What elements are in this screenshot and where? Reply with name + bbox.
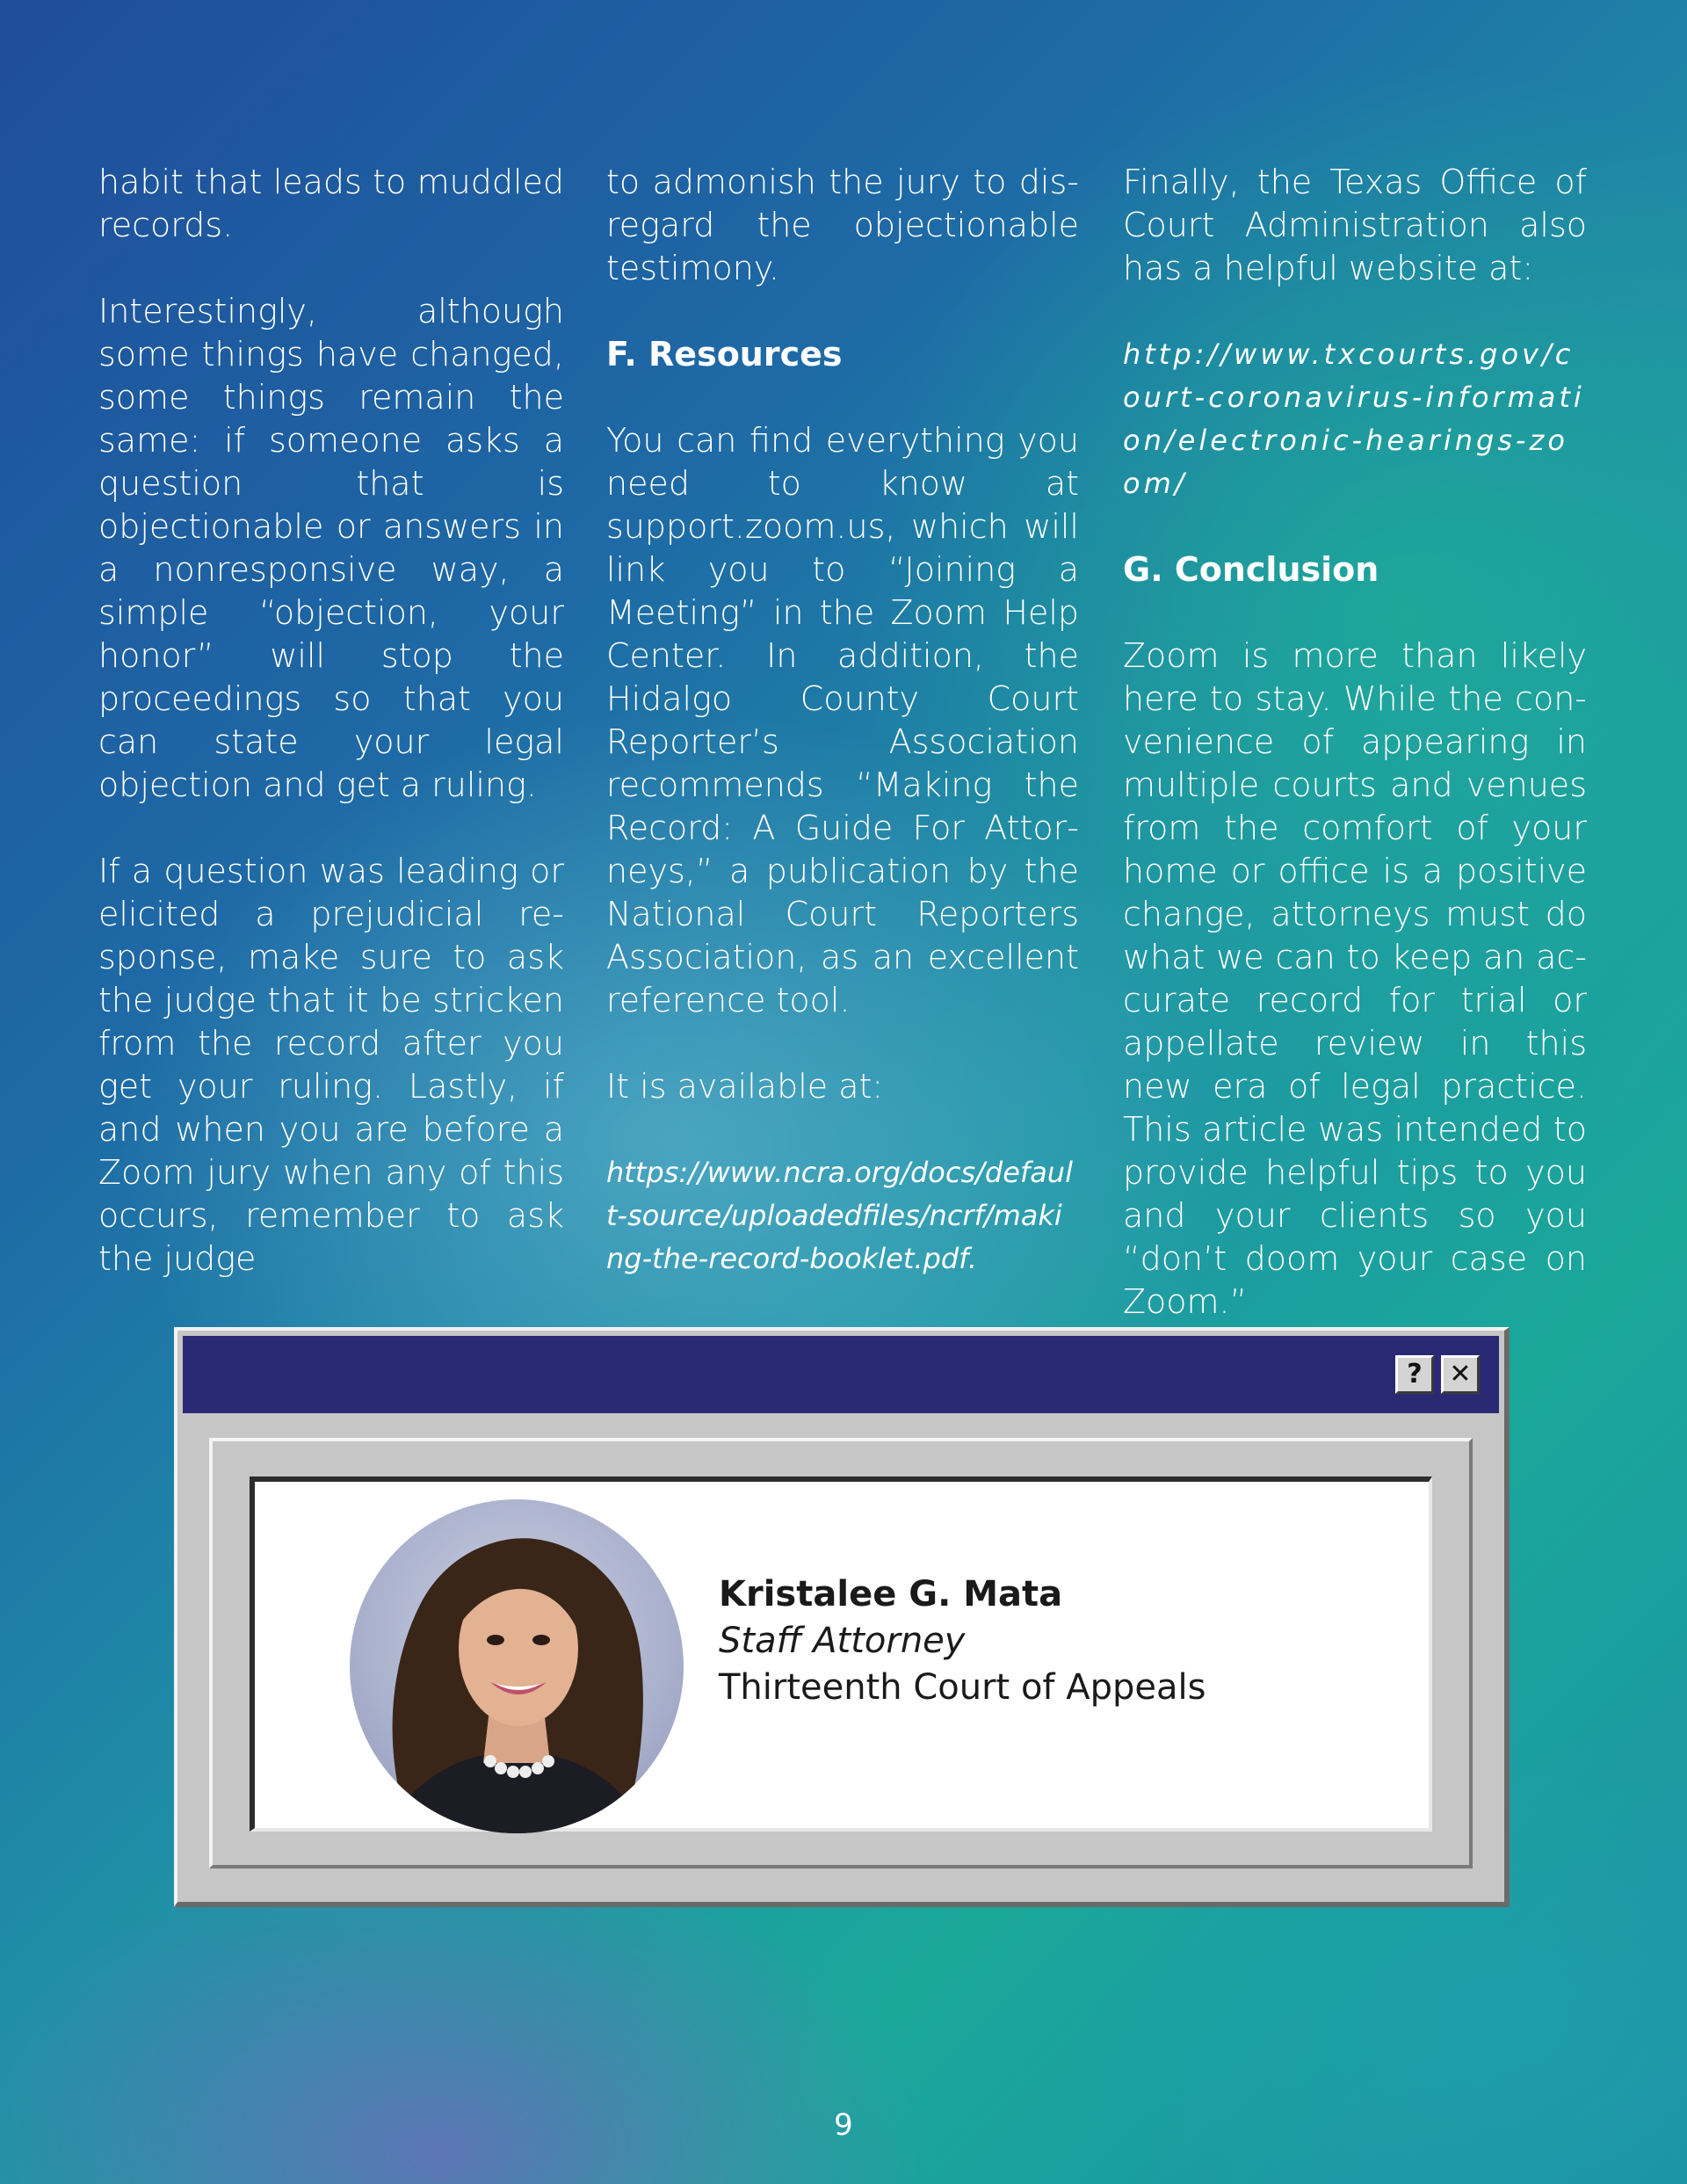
close-button[interactable]: ✕ — [1441, 1355, 1480, 1394]
paragraph: It is available at: — [606, 1067, 884, 1106]
paragraph: habit that leads to muddled records. — [98, 163, 564, 244]
author-title: Staff Attorney — [719, 1621, 966, 1661]
page-number: 9 — [834, 2108, 853, 2143]
paragraph: You can find everything you need to know at support.zoom.us, which will link you to “Joining a Meeting” in the Zoom Help Center. In addition, the Hidalgo County Court Reporter’s Association recommends “Making the Record: A Guide For Attorneys,” a publication by the National Court Reporters Association, as an excellent reference tool. — [606, 421, 1079, 1019]
paragraph: to admonish the jury to disregard the objectionable testimony. — [606, 163, 1079, 287]
help-button[interactable]: ? — [1395, 1355, 1434, 1394]
paragraph: Finally, the Texas Office of Court Administration also has a helpful website at: — [1123, 163, 1587, 287]
paragraph: If a question was leading or elicited a prejudicial response, make sure to ask the judge that it be stricken from the record after you get your ruling. Lastly, if and when you are before a Zoom jury when any of this occurs, remember to ask the judge — [98, 852, 564, 1278]
author-bio-window — [174, 1327, 1510, 1907]
window-frame — [209, 1438, 1473, 1868]
ncra-link[interactable]: https://www.ncra.org/docs/default-source/uploadedfiles/ncrf/making-the-record-booklet.pdf. — [606, 1156, 1073, 1275]
window-content — [250, 1477, 1432, 1832]
section-heading-resources: F. Resources — [606, 335, 843, 374]
section-heading-conclusion: G. Conclusion — [1123, 550, 1379, 589]
article-column-3 — [1123, 161, 1587, 1367]
author-portrait — [350, 1499, 684, 1833]
avatar — [350, 1499, 684, 1833]
paragraph: Interestingly, although some things have changed, some things remain the same: if someone asks a question that is objectionable or answers in a nonresponsive way, a simple “objection, your honor” will stop the proceedings so that you can state your legal objection and get a ruling. — [98, 292, 564, 804]
paragraph: Zoom is more than likely here to stay. While the convenience of appearing in multiple courts and venues from the comfort of your home or office is a positive change, attorneys must do what we can to keep an accurate record for trial or appellate review in this new era of legal practice. This article was intended to provide helpful tips to you and your clients so you “don’t doom your case on Zoom.” — [1123, 636, 1587, 1321]
author-name: Kristalee G. Mata — [719, 1574, 1063, 1614]
article-column-2 — [606, 161, 1079, 1324]
txcourts-link[interactable]: http://www.txcourts.gov/court-coronavirus-information/electronic-hearings-zoom/ — [1123, 337, 1585, 500]
author-court: Thirteenth Court of Appeals — [719, 1667, 1206, 1708]
article-column-1 — [98, 161, 564, 1324]
window-titlebar — [183, 1336, 1499, 1413]
